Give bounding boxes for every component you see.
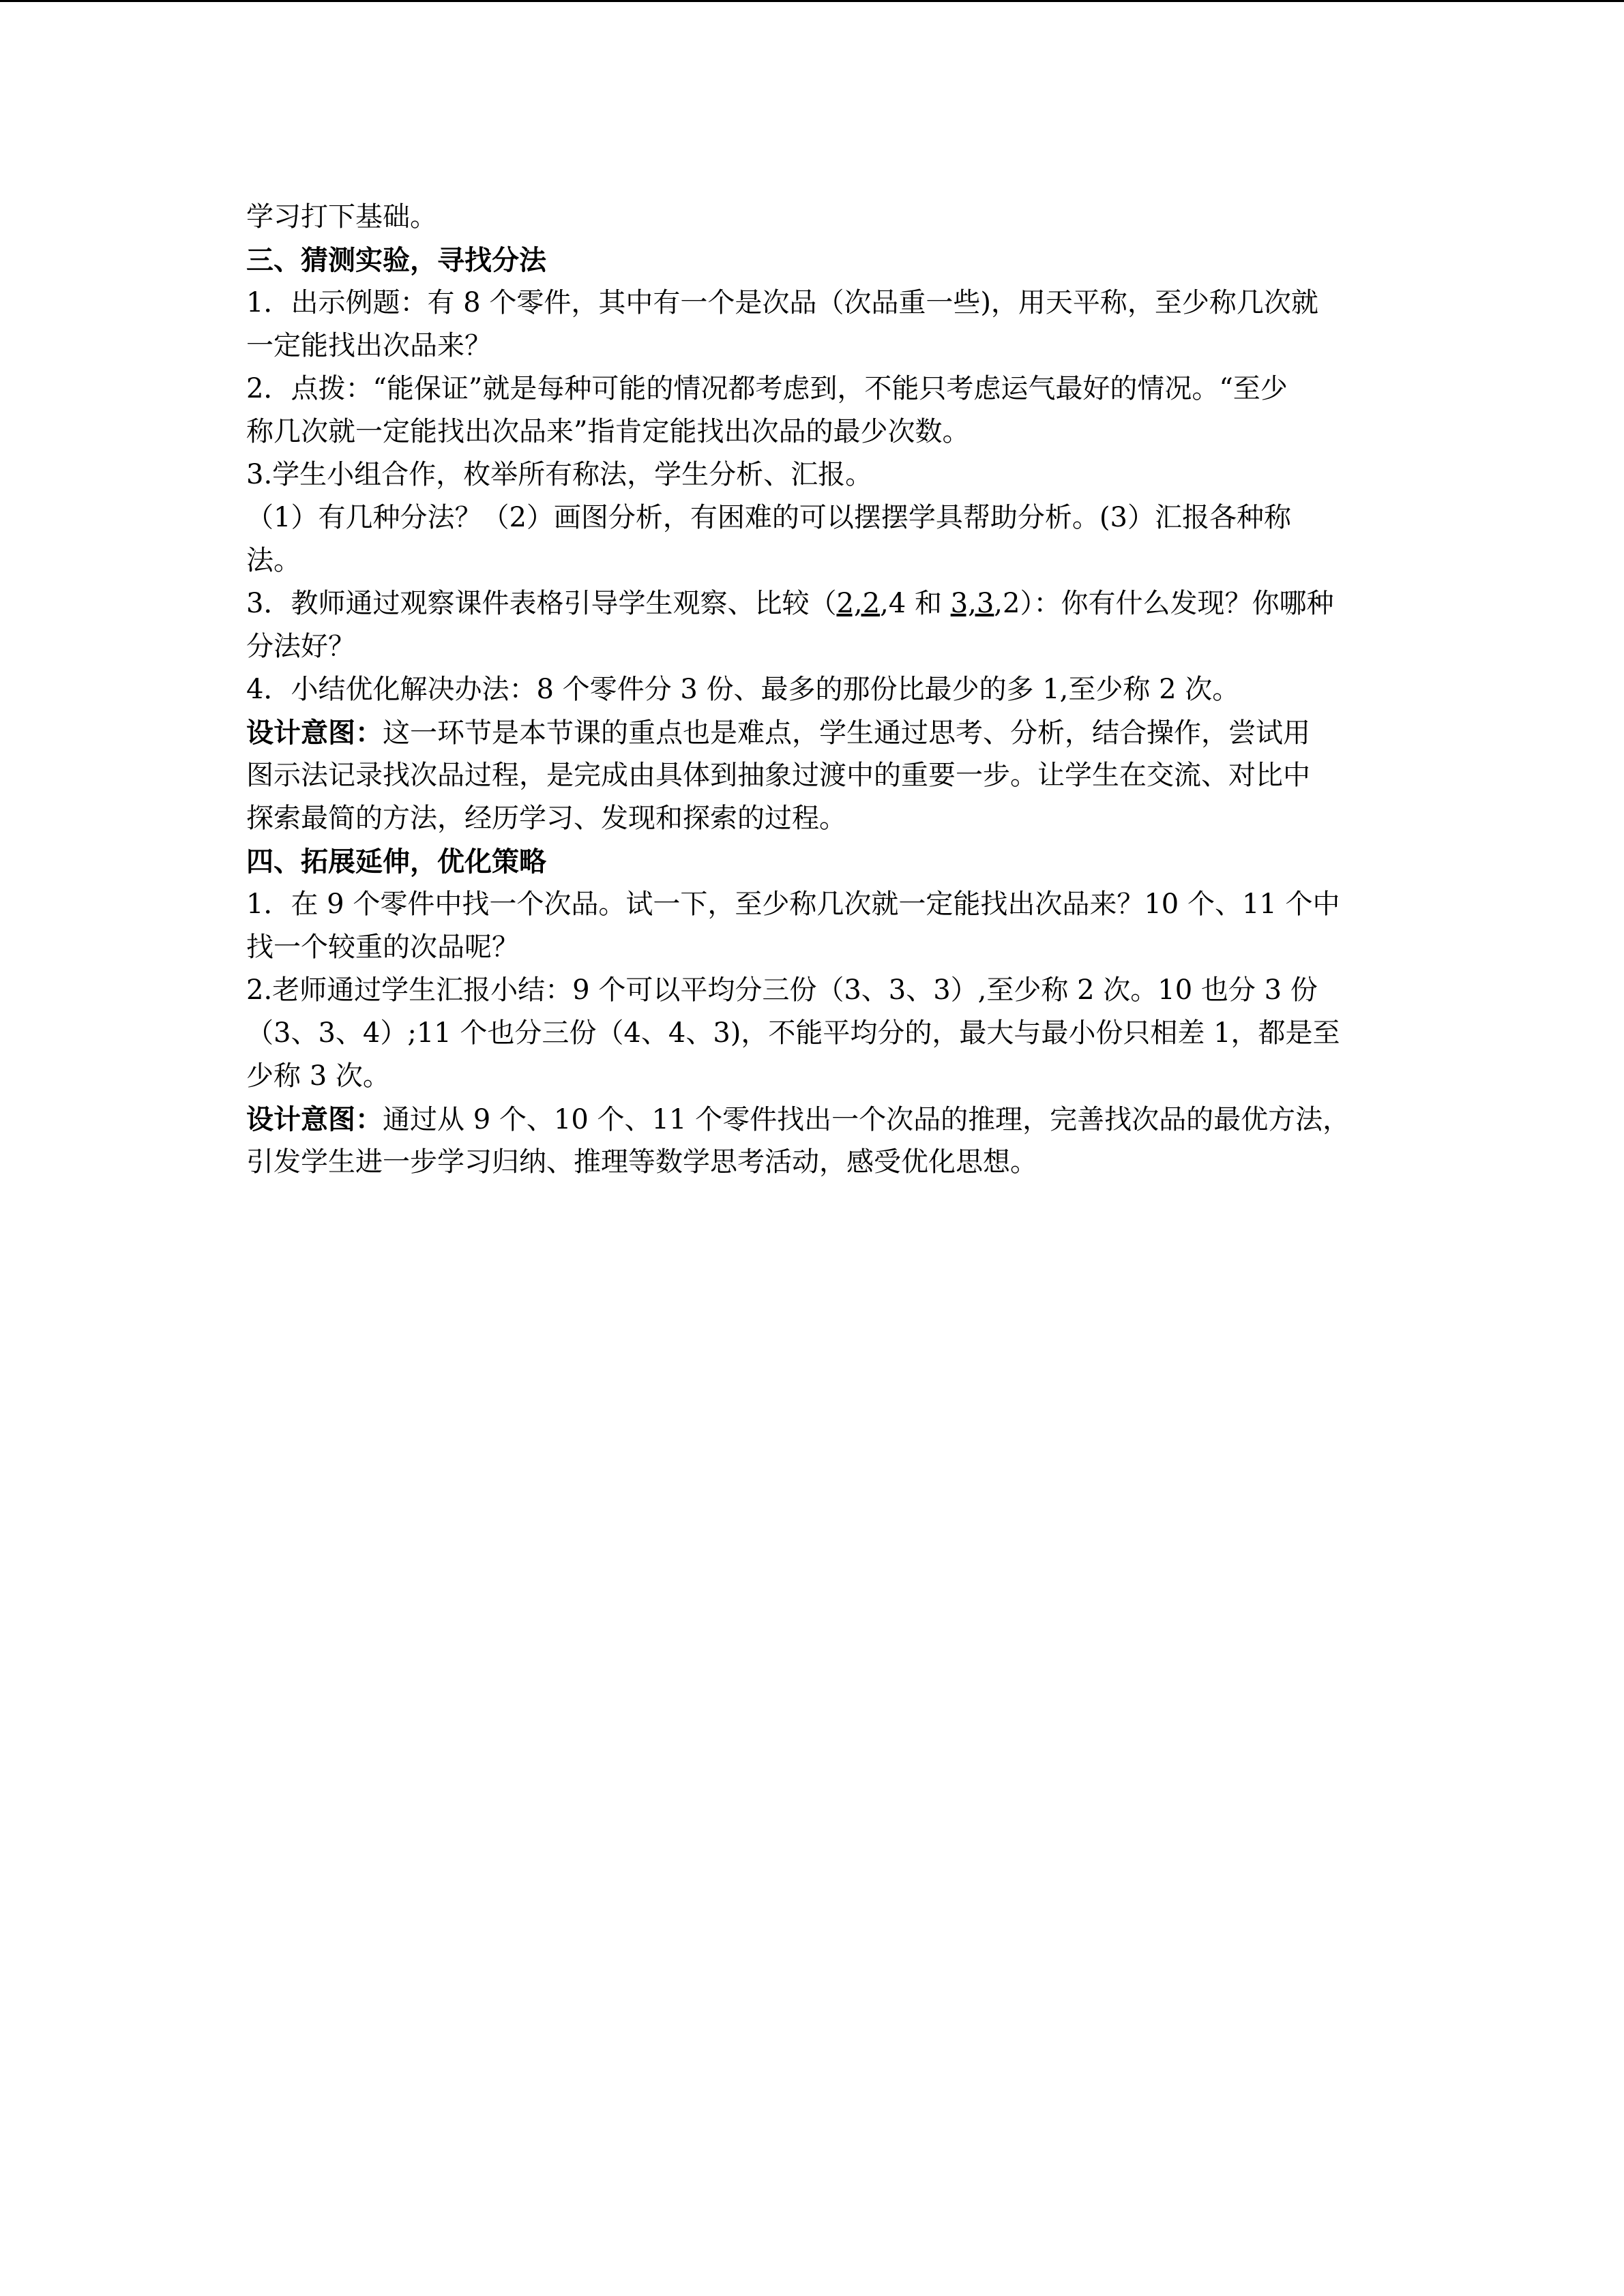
s4-item1-line2: 找一个较重的次品呢？ [246, 931, 519, 963]
s3-item2-line2: 称几次就一定能找出次品来”指肯定能找出次品的最少次数。 [246, 416, 970, 447]
s3-intent-line1 [246, 711, 1372, 754]
s4-intent-text-1: 通过从 9 个、10 个、11 个零件找出一个次品的推理，完善找次品的最优方法， [383, 1104, 1350, 1135]
design-intent-label: 设计意图： [246, 717, 383, 749]
s3-item3-sub-line1: （1）有几种分法？（2）画图分析，有困难的可以摆摆学具帮助分析。(3）汇报各种称 [246, 502, 1291, 533]
s3-item4-line2: 分法好？ [246, 631, 355, 662]
s3-intent-line3: 探索最简的方法，经历学习、发现和探索的过程。 [246, 803, 846, 834]
design-intent-label: 设计意图： [246, 1103, 383, 1135]
s4-intent-line2: 引发学生进一步学习归纳、推理等数学思考活动，感受优化思想。 [246, 1146, 1037, 1178]
s3-item4-underlined-1: 2,2 [836, 588, 881, 619]
s3-item4-text-c: ,2）：你有什么发现？你哪种 [994, 588, 1334, 619]
s4-item2-line1: 2.老师通过学生汇报小结：9 个可以平均分三份（3、3、3）,至少称 2 次。10 也分 3 份 [246, 974, 1318, 1006]
s4-item2-line3: 少称 3 次。 [246, 1060, 390, 1092]
paragraph-continuation: 学习打下基础。 [246, 201, 437, 233]
section-heading-3: 三、猜测实验，寻找分法 [246, 244, 546, 276]
s3-item3-sub-line2: 法。 [246, 545, 301, 576]
section-heading-4: 四、拓展延伸，优化策略 [246, 846, 546, 878]
s3-item4-line1 [246, 582, 1372, 625]
s3-item5: 4．小结优化解决办法：8 个零件分 3 份、最多的那份比最少的多 1,至少称 2 次。 [246, 674, 1240, 705]
s3-intent-line2: 图示法记录找次品过程，是完成由具体到抽象过渡中的重要一步。让学生在交流、对比中 [246, 760, 1310, 791]
s3-item4-text-b: ,4 和 [880, 588, 951, 619]
s3-item2-line1: 2．点拨：“能保证”就是每种可能的情况都考虑到，不能只考虑运气最好的情况。“至少 [246, 373, 1288, 404]
s3-item1-line1: 1．出示例题：有 8 个零件，其中有一个是次品（次品重一些)，用天平称，至少称几次就 [246, 287, 1318, 318]
s3-intent-text-1: 这一环节是本节课的重点也是难点，学生通过思考、分析，结合操作，尝试用 [383, 717, 1310, 749]
document-body [246, 196, 1372, 1184]
s3-item4-text-a: 3．教师通过观察课件表格引导学生观察、比较（ [246, 588, 837, 619]
s4-intent-line1 [246, 1098, 1372, 1141]
s3-item3: 3.学生小组合作，枚举所有称法，学生分析、汇报。 [246, 459, 873, 490]
s4-item2-line2: （3、3、4）;11 个也分三份（4、4、3)，不能平均分的，最大与最小份只相差 1，都是至 [246, 1017, 1340, 1049]
s3-item1-line2: 一定能找出次品来？ [246, 330, 492, 361]
s4-item1-line1: 1．在 9 个零件中找一个次品。试一下，至少称几次就一定能找出次品来？10 个、11 个中 [246, 889, 1340, 920]
s3-item4-underlined-2: 3,3 [950, 588, 994, 619]
page-top-border [0, 0, 1624, 2]
